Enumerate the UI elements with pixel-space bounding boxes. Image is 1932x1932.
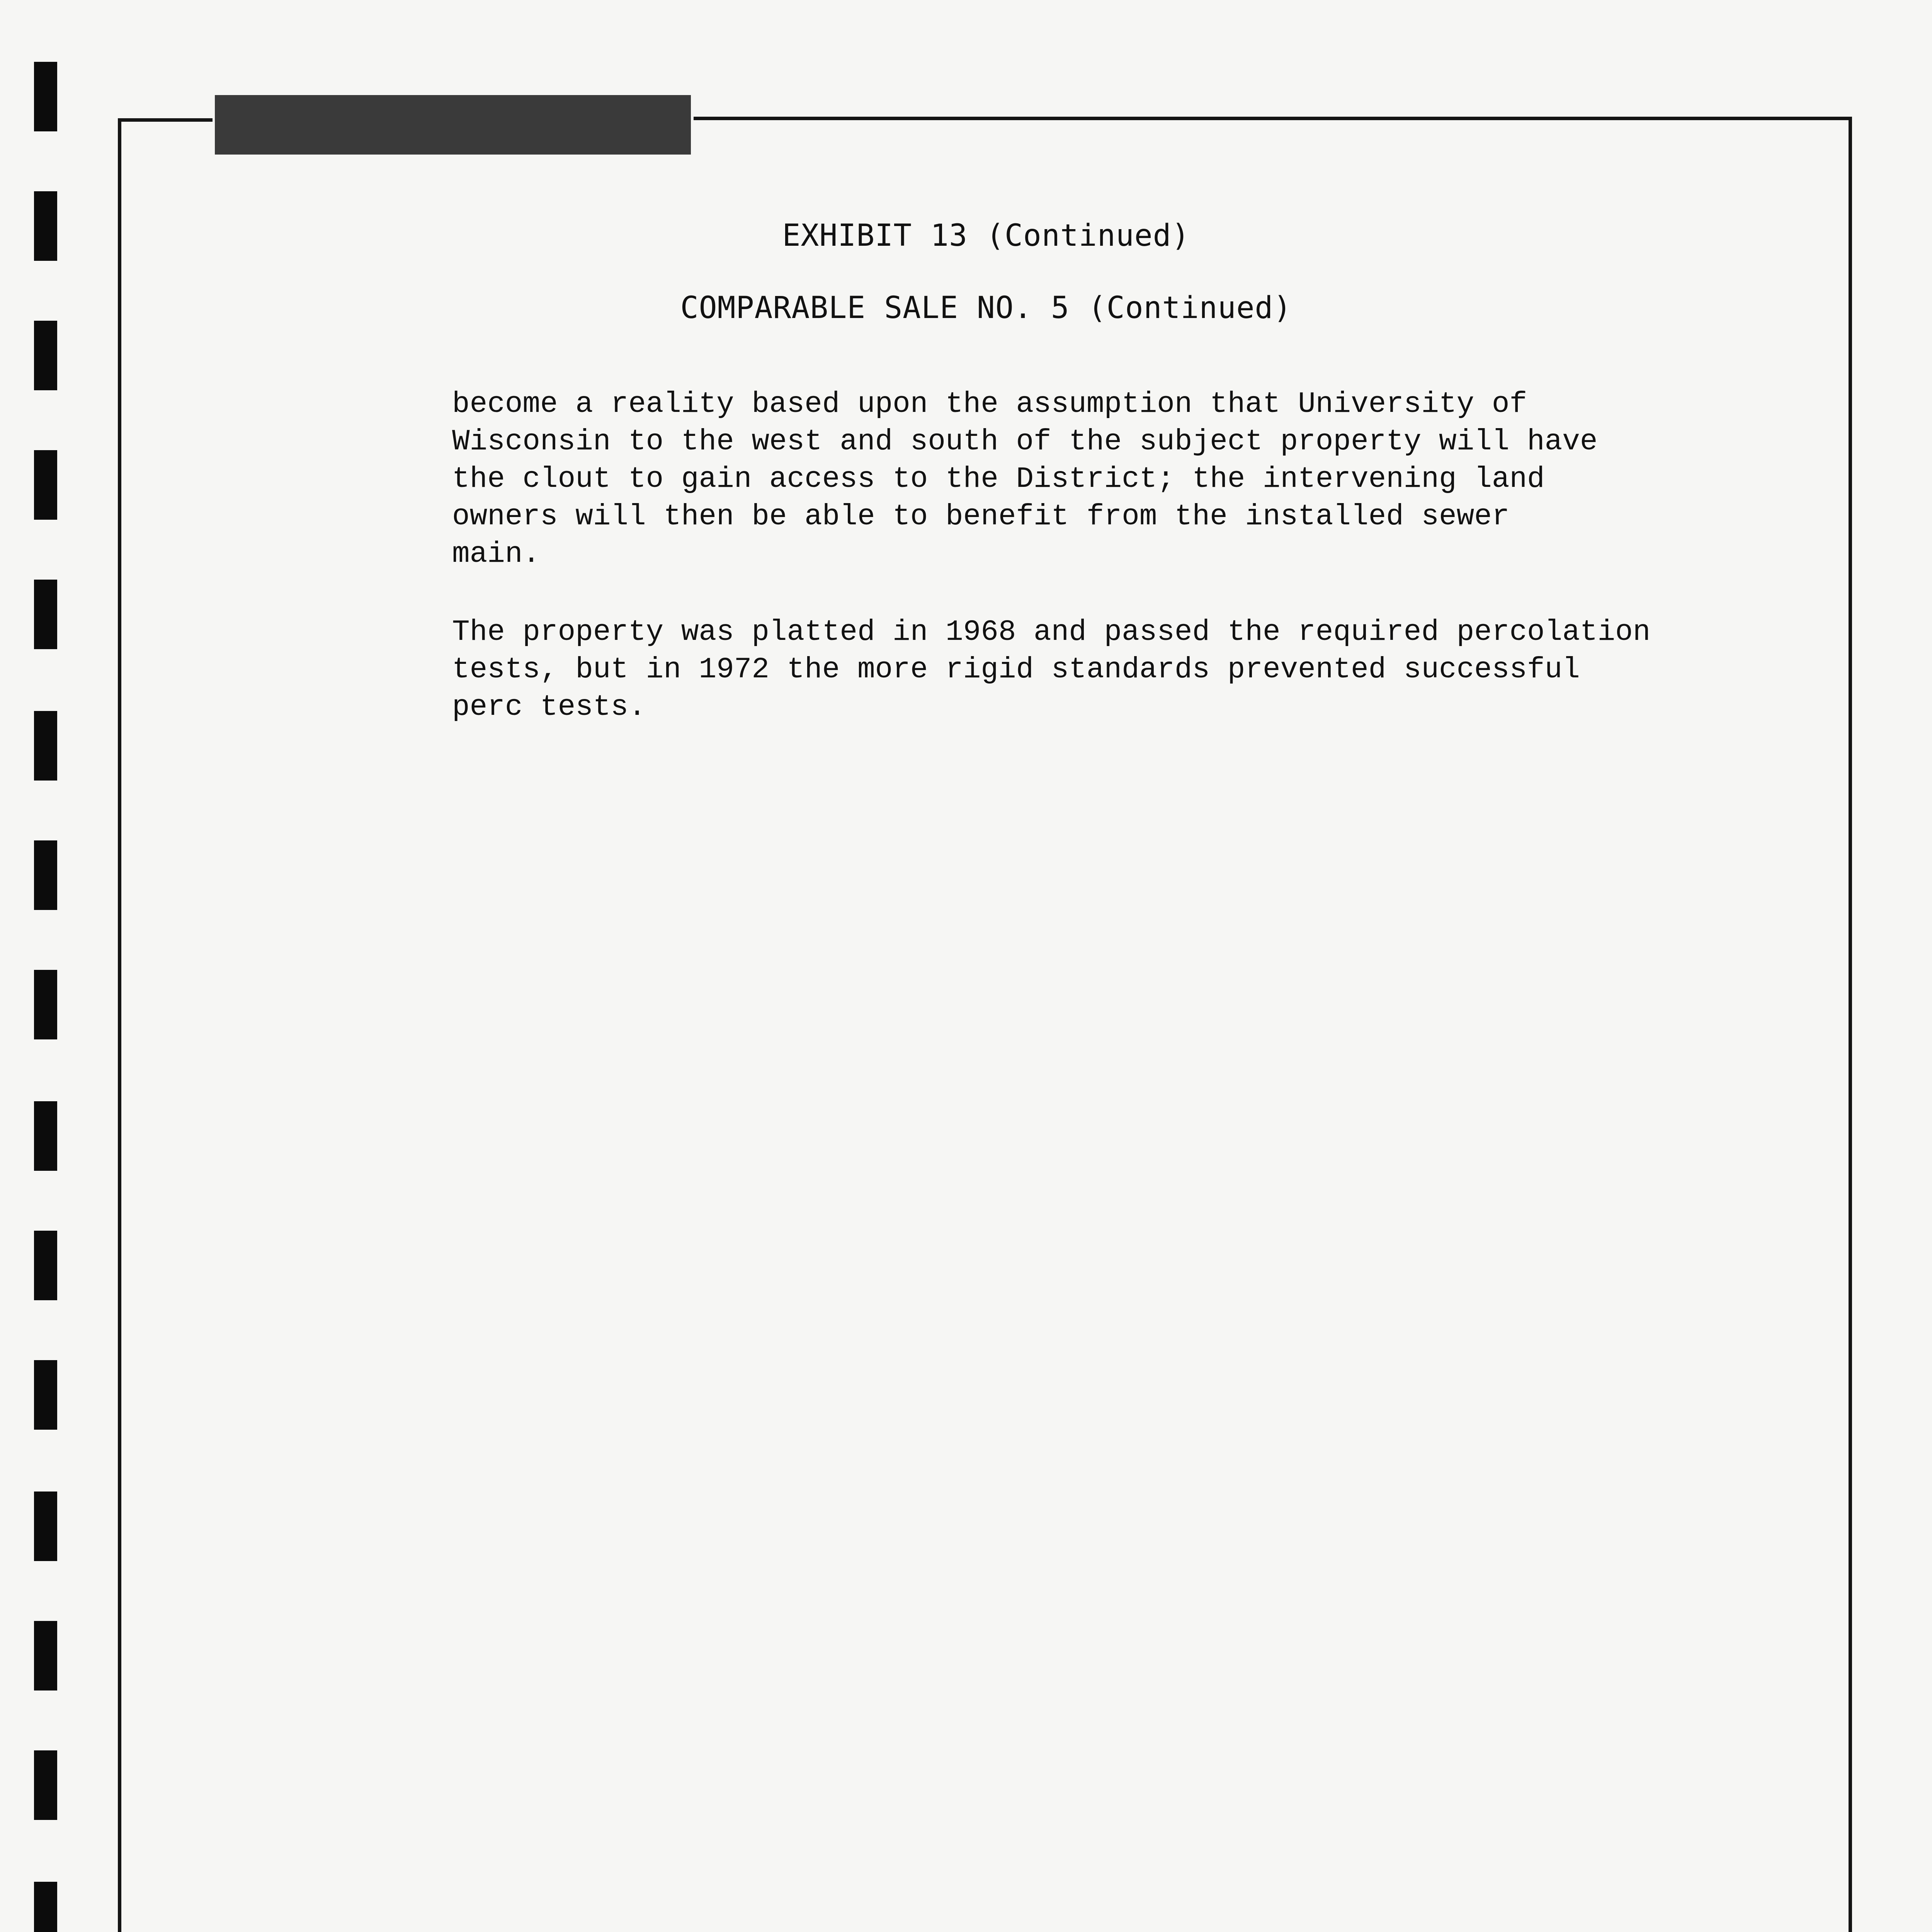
frame-left-line [118,118,121,1932]
binding-mark [34,321,57,390]
body-paragraph: become a reality based upon the assumption that University of Wisconsin to the west and south of the subject property will have the clout to gain access to the District; the intervening land owners will then be able to benefit from the installed sewer main. [452,388,1598,571]
binding-mark [34,62,57,131]
binding-mark [34,970,57,1039]
body-paragraph: The property was platted in 1968 and passed the required percolation tests, but in 1972 the more rigid standards prevented successful perc tests. [452,616,1651,724]
binding-mark [34,1360,57,1430]
section-title: COMPARABLE SALE NO. 5 (Continued) [680,291,1292,325]
frame-right-line [1849,117,1852,1932]
exhibit-title: EXHIBIT 13 (Continued) [782,218,1190,253]
frame-top-right-line [694,117,1852,120]
binding-mark [34,1101,57,1171]
binding-mark [34,1621,57,1690]
binding-mark [34,580,57,649]
binding-mark [34,1492,57,1561]
binding-mark [34,1750,57,1820]
binding-mark [34,1231,57,1300]
binding-mark [34,1882,57,1932]
binding-mark [34,450,57,520]
frame-top-left-line [118,118,213,122]
binding-mark [34,840,57,910]
binding-mark [34,711,57,781]
header-tab-bar [215,95,691,155]
